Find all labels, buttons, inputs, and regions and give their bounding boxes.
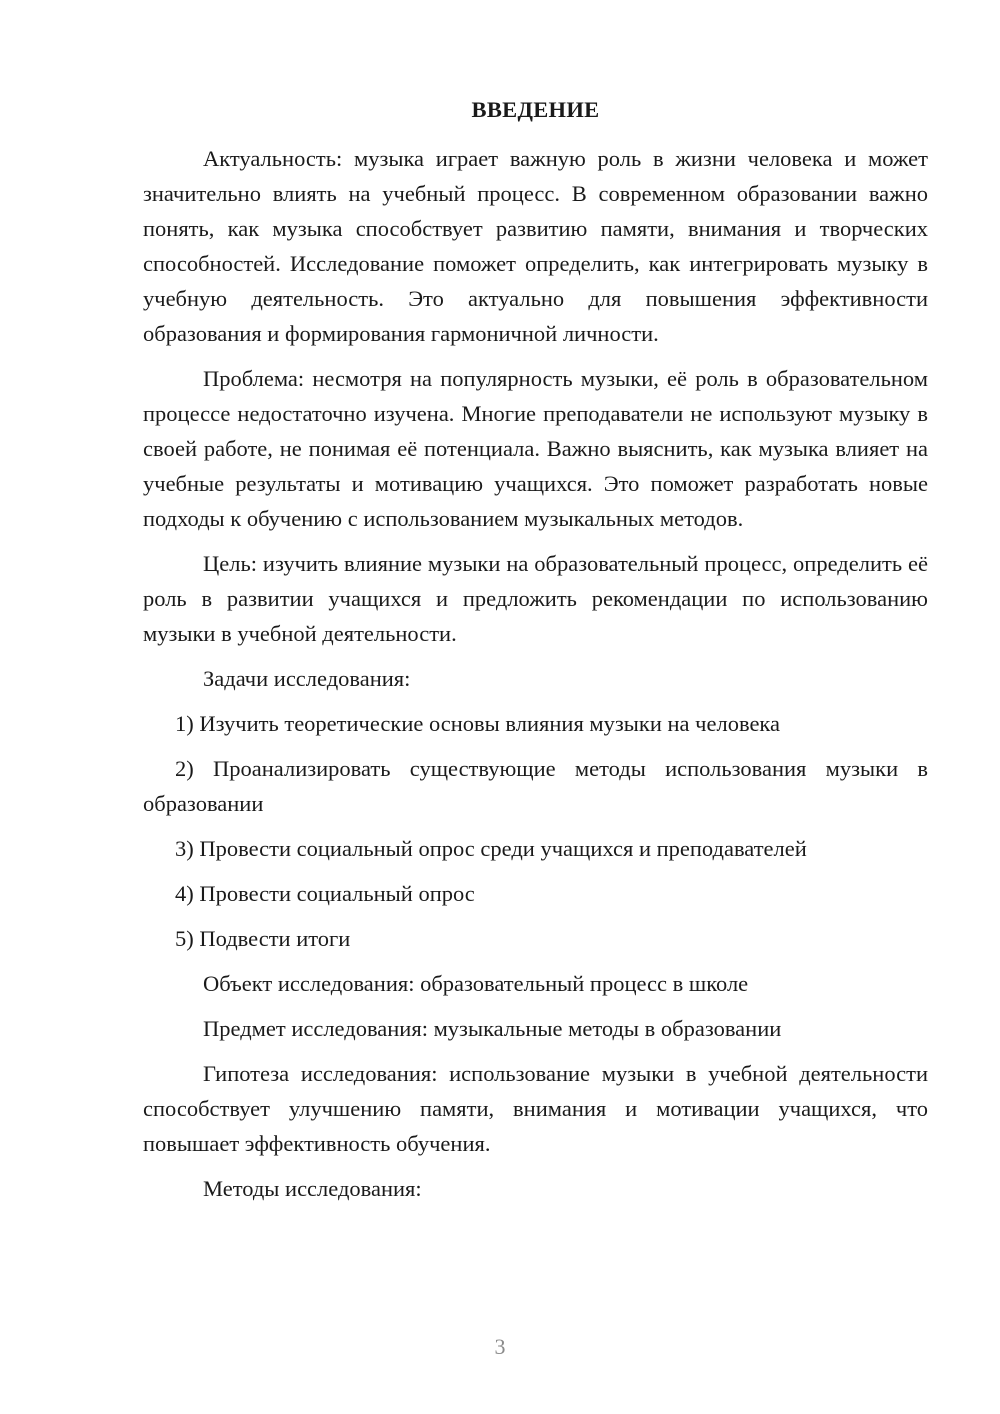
tasks-title: Задачи исследования: <box>203 666 411 691</box>
problem-paragraph: Проблема: несмотря на популярность музыки, её роль в образовательном процессе недостаточно изучена. Многие преподаватели не используют музыку в своей работе, не понимая её потенциала. Важно выяснить, как музыка влияет на учебные результаты и мотивацию учащихся. Это поможет разработать новые подходы к обучению с использованием музыкальных методов. <box>143 366 928 531</box>
task-item: 2) Проанализировать существующие методы использования музыки в образовании <box>143 756 928 816</box>
page-heading: ВВЕДЕНИЕ <box>471 97 600 122</box>
goal-paragraph: Цель: изучить влияние музыки на образовательный процесс, определить её роль в развитии учащихся и предложить рекомендации по использованию музыки в учебной деятельности. <box>143 551 928 646</box>
hypothesis-paragraph: Гипотеза исследования: использование музыки в учебной деятельности способствует улучшению памяти, внимания и мотивации учащихся, что повышает эффективность обучения. <box>143 1061 928 1156</box>
task-item: 4) Провести социальный опрос <box>175 881 475 906</box>
subject-paragraph: Предмет исследования: музыкальные методы в образовании <box>203 1016 782 1041</box>
page-number: 3 <box>494 1334 506 1359</box>
task-item: 1) Изучить теоретические основы влияния музыки на человека <box>175 711 781 736</box>
tasks-list <box>143 706 928 956</box>
methods-title: Методы исследования: <box>203 1176 422 1201</box>
task-item: 5) Подвести итоги <box>175 926 351 951</box>
relevance-paragraph: Актуальность: музыка играет важную роль в жизни человека и может значительно влиять на учебный процесс. В современном образовании важно понять, как музыка способствует развитию памяти, внимания и творческих способностей. Исследование поможет определить, как интегрировать музыку в учебную деятельность. Это актуально для повышения эффективности образования и формирования гармоничной личности. <box>143 146 928 346</box>
task-item: 3) Провести социальный опрос среди учащихся и преподавателей <box>175 836 807 861</box>
object-paragraph: Объект исследования: образовательный процесс в школе <box>203 971 749 996</box>
page-content <box>143 92 928 1216</box>
